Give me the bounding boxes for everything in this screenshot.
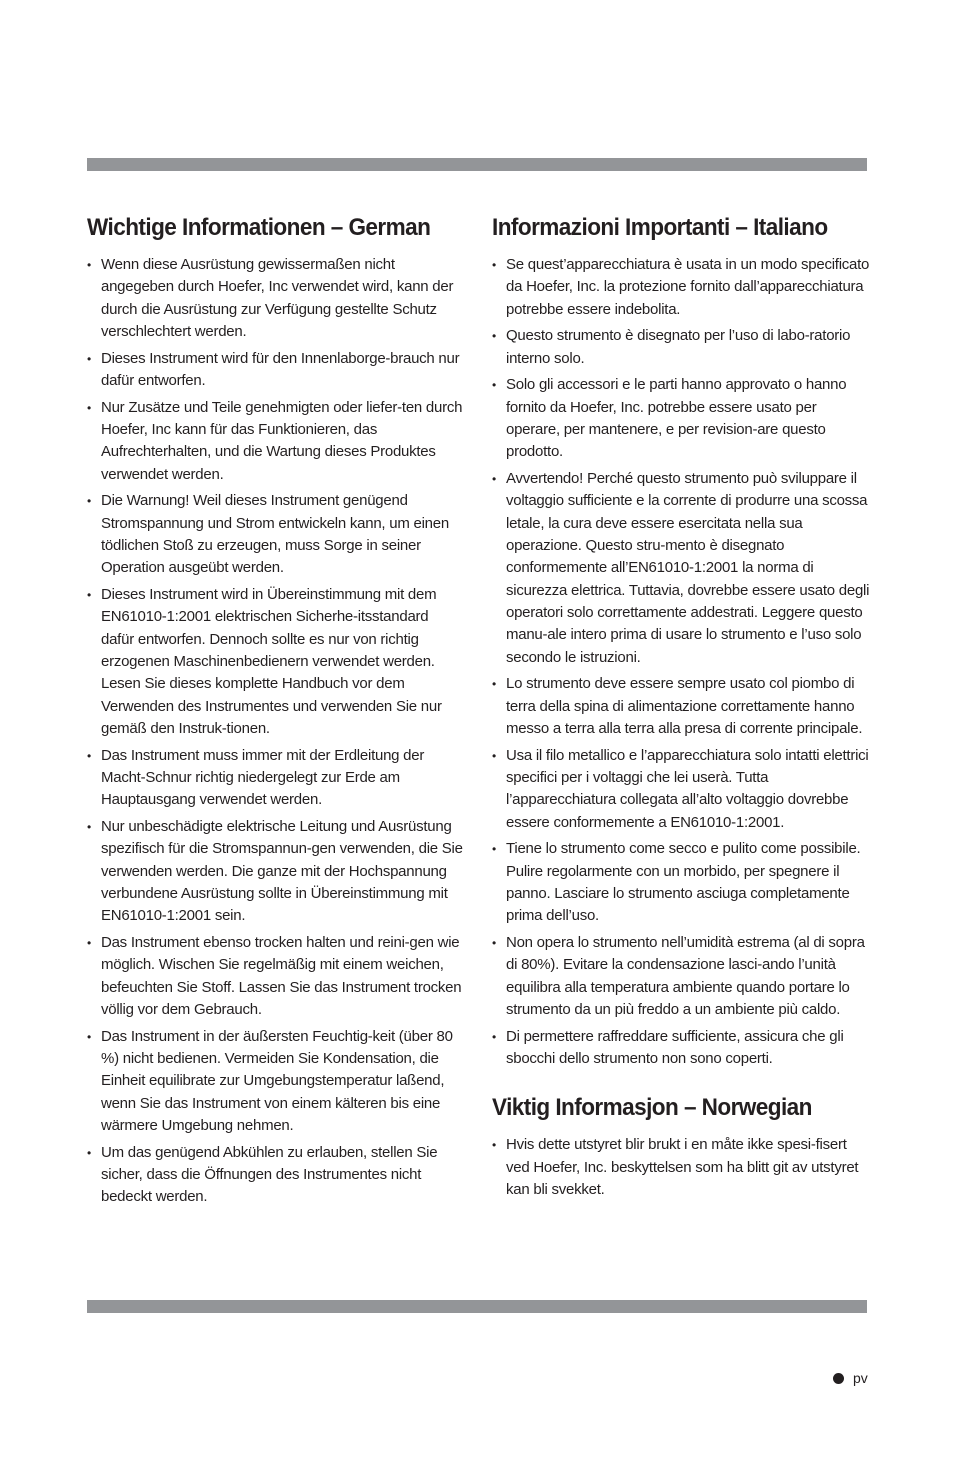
list-item: • Dieses Instrument wird für den Innenlaborge-brauch nur dafür entworfen. bbox=[87, 348, 465, 393]
italian-heading: Informazioni Importanti – Italiano bbox=[492, 214, 828, 241]
bullet-dot-icon bbox=[833, 1373, 844, 1384]
list-item: • Um das genügend Abkühlen zu erlauben, stellen Sie sicher, dass die Öffnungen des Instrumentes nicht bedeckt werden. bbox=[87, 1142, 465, 1209]
list-item: • Nur unbeschädigte elektrische Leitung und Ausrüstung spezifisch für die Stromspannun-gen verwenden, die Sie verwenden werden. Die ganze mit der Hochspannung verbundene Ausrüstung sollte in Übereinstimmung mit EN61010-1:2001 sein. bbox=[87, 816, 465, 927]
norwegian-list bbox=[492, 1134, 870, 1201]
list-item: • Lo strumento deve essere sempre usato col piombo di terra della spina di alimentazione correttamente hanno messo a terra alla terra alla presa di corrente principale. bbox=[492, 673, 870, 740]
list-item: • Solo gli accessori e le parti hanno approvato o hanno fornito da Hoefer, Inc. potrebbe essere usato per operare, per mantenere, e per revision-are questo prodotto. bbox=[492, 374, 870, 463]
norwegian-heading: Viktig Informasjon – Norwegian bbox=[492, 1094, 812, 1122]
page-footer bbox=[833, 1370, 868, 1386]
bottom-divider-bar bbox=[87, 1300, 867, 1313]
list-item: • Hvis dette utstyret blir brukt i en måte ikke spesi-fisert ved Hoefer, Inc. beskyttelsen som ha blitt git av utstyret kan bli svekket. bbox=[492, 1134, 870, 1201]
page-number: pv bbox=[853, 1370, 868, 1386]
list-item: • Questo strumento è disegnato per l’uso di labo-ratorio interno solo. bbox=[492, 325, 870, 370]
list-item: • Dieses Instrument wird in Übereinstimmung mit dem EN61010-1:2001 elektrischen Sicherhe-itsstandard dafür entworfen. Dennoch sollte es nur von richtig erzogenen Maschinenbedienern verwendet werden. Lesen Sie dieses komplette Handbuch vor dem Verwenden des Instrumentes und verwenden Sie nur gemäß den Instruk-tionen. bbox=[87, 584, 465, 740]
list-item: • Di permettere raffreddare sufficiente, assicura che gli sbocchi dello strumento non sono coperti. bbox=[492, 1026, 870, 1071]
german-list bbox=[87, 254, 465, 1209]
german-column bbox=[87, 212, 465, 1213]
list-item: • Se quest’apparecchiatura è usata in un modo specificato da Hoefer, Inc. la protezione fornito dall’apparecchiatura potrebbe essere indebolita. bbox=[492, 254, 870, 321]
list-item: • Non opera lo strumento nell’umidità estrema (al di sopra di 80%). Evitare la condensazione lasci-ando l’unità equilibra alla temperatura ambiente quando portare lo strumento da un più freddo a un ambiente più caldo. bbox=[492, 932, 870, 1021]
list-item: • Avvertendo! Perché questo strumento può sviluppare il voltaggio sufficiente e la corrente di produrre una scossa letale, la cura deve essere esercitata nella sua operazione. Questo stru-mento è disegnato conformemente all’EN61010-1:2001 la norma di sicurezza elettrica. Tuttavia, dovrebbe essere usato degli operatori solo correttamente addestrati. Leggere questo manu-ale intero prima di usare lo strumento e l’uso solo secondo le istruzioni. bbox=[492, 468, 870, 669]
list-item: • Nur Zusätze und Teile genehmigten oder liefer-ten durch Hoefer, Inc kann für das Funktionieren, das Aufrechterhalten, und die Wartung dieses Produktes verwendet werden. bbox=[87, 397, 465, 486]
italian-list bbox=[492, 254, 870, 1070]
list-item: • Wenn diese Ausrüstung gewissermaßen nicht angegeben durch Hoefer, Inc verwendet wird, kann der durch die Ausrüstung zur Verfügung gestellte Schutz verschlechtert werden. bbox=[87, 254, 465, 343]
list-item: • Das Instrument muss immer mit der Erdleitung der Macht-Schnur richtig niedergelegt zur Erde am Hauptausgang verwendet werden. bbox=[87, 745, 465, 812]
list-item: • Das Instrument ebenso trocken halten und reini-gen wie möglich. Wischen Sie regelmäßig mit einem weichen, befeuchten Sie Stoff. Lassen Sie das Instrument trocken völlig vor dem Gebrauch. bbox=[87, 932, 465, 1021]
right-column bbox=[492, 212, 870, 1206]
list-item: • Tiene lo strumento come secco e pulito come possibile. Pulire regolarmente con un morbido, per spegnere il panno. Lasciare lo strumento asciuga completamente prima dell’uso. bbox=[492, 838, 870, 927]
german-heading: Wichtige Informationen – German bbox=[87, 214, 431, 241]
list-item: • Die Warnung! Weil dieses Instrument genügend Stromspannung und Strom entwickeln kann, um einen tödlichen Stoß zu erzeugen, muss Sorge in seiner Operation ausgeübt werden. bbox=[87, 490, 465, 579]
list-item: • Usa il filo metallico e l’apparecchiatura solo intatti elettrici specifici per i voltaggi che lei userà. Tutta l’apparecchiatura collegata all’alto voltaggio dovrebbe essere conformemente a EN61010-1:2001. bbox=[492, 745, 870, 834]
top-divider-bar bbox=[87, 158, 867, 171]
list-item: • Das Instrument in der äußersten Feuchtig-keit (über 80 %) nicht bedienen. Vermeiden Sie Kondensation, die Einheit equilibrate zur Umgebungstemperatur laßend, wenn Sie das Instrument von einem kälteren bis eine wärmere Umgebung nehmen. bbox=[87, 1026, 465, 1137]
